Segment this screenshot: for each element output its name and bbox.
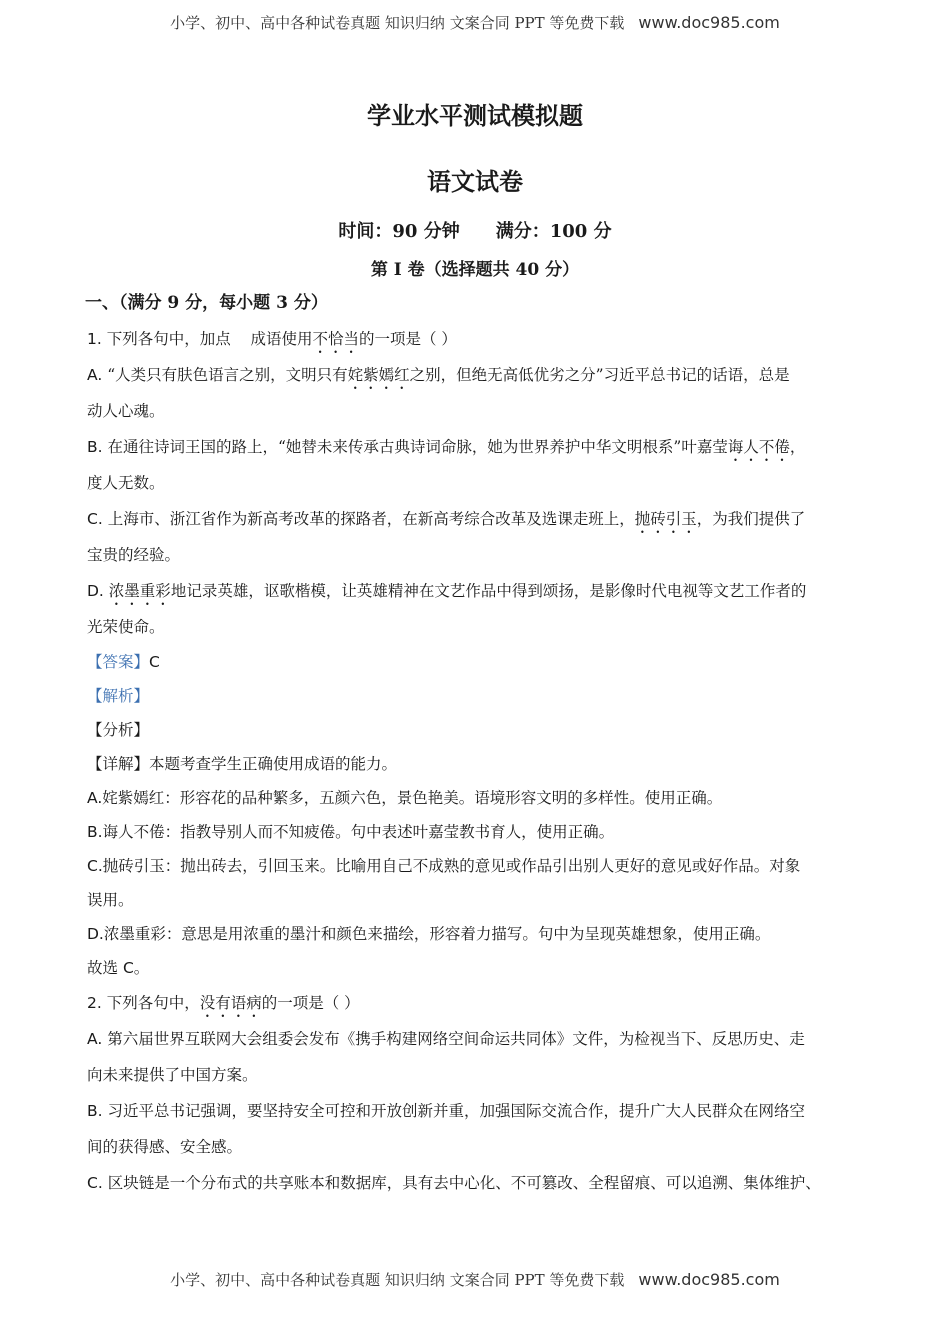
header-url[interactable]: www.doc985.com [638,13,780,32]
fenxi-label: 【分析】 [87,721,150,739]
q1-option-a: A. “人类只有肤色语言之别，文明只有姹紫嫣红之别，但绝无高低优劣之分”习近平总书记的话语，总是 [87,366,790,384]
q1-option-a-cont: 动人心魂。 [87,402,165,420]
part-heading: 第 I 卷（选择题共 40 分） [370,260,580,280]
exam-score: 满分：100 分 [495,221,612,242]
exam-content [87,289,867,1201]
section-heading: 一、（满分 9 分，每小题 3 分） [85,293,328,313]
exam-subtitle: 语文试卷 [427,167,523,196]
q1-option-c-cont: 宝贵的经验。 [87,546,181,564]
q1-stem: 1. 下列各句中，加点 成语使用不恰当的一项是（ ） [87,330,457,348]
answer-label: 【答案】 [87,653,150,671]
footer-text: 小学、初中、高中各种试卷真题 知识归纳 文案合同 PPT 等免费下载 [170,1271,625,1289]
page-footer [0,1269,950,1290]
explain-c-cont: 误用。 [87,891,134,909]
exam-time: 时间：90 分钟 [338,221,460,242]
q2-option-b: B. 习近平总书记强调，要坚持安全可控和开放创新并重，加强国际交流合作，提升广大人民群众在网络空 [87,1102,806,1120]
answer-value: C [149,653,160,671]
q1-option-d: D. 浓墨重彩地记录英雄，讴歌楷模，让英雄精神在文艺作品中得到颂扬，是影像时代电视等文艺工作者的 [87,582,807,600]
analysis-label: 【解析】 [87,687,150,705]
question-2 [87,985,867,1201]
q1-option-b-cont: 度人无数。 [87,474,165,492]
q2-option-a: A. 第六届世界互联网大会组委会发布《携手构建网络空间命运共同体》文件，为检视当下、反思历史、走 [87,1030,805,1048]
explain-d: D.浓墨重彩：意思是用浓重的墨汁和颜色来描绘，形容着力描写。句中为呈现英雄想象，使用正确。 [87,925,771,943]
q2-option-a-cont: 向未来提供了中国方案。 [87,1066,258,1084]
q1-option-b: B. 在通往诗词王国的路上，“她替未来传承古典诗词命脉，她为世界养护中华文明根系”叶嘉莹诲人不倦， [87,438,806,456]
explain-a: A.姹紫嫣红：形容花的品种繁多，五颜六色，景色艳美。语境形容文明的多样性。使用正确。 [87,789,723,807]
q2-stem: 2. 下列各句中，没有语病的一项是（ ） [87,994,360,1012]
choose-line: 故选 C。 [87,959,150,977]
q2-option-c: C. 区块链是一个分布式的共享账本和数据库，具有去中心化、不可篡改、全程留痕、可以追溯、集体维护、 [87,1174,821,1192]
exam-time-score [0,217,950,243]
explain-b: B.诲人不倦：指教导别人而不知疲倦。句中表述叶嘉莹教书育人，使用正确。 [87,823,615,841]
exam-title: 学业水平测试模拟题 [367,101,583,130]
page-header [0,12,950,33]
q2-option-b-cont: 间的获得感、安全感。 [87,1138,243,1156]
question-1 [87,321,867,645]
footer-url[interactable]: www.doc985.com [638,1270,780,1289]
q1-option-d-cont: 光荣使命。 [87,618,165,636]
header-text: 小学、初中、高中各种试卷真题 知识归纳 文案合同 PPT 等免费下载 [170,14,625,32]
explain-c: C.抛砖引玉：抛出砖去，引回玉来。比喻用自己不成熟的意见或作品引出别人更好的意见或好作品。对象 [87,857,801,875]
q1-option-c: C. 上海市、浙江省作为新高考改革的探路者，在新高考综合改革及选课走班上，抛砖引玉，为我们提供了 [87,510,806,528]
answer-line [87,645,867,679]
detail-line: 【详解】本题考查学生正确使用成语的能力。 [87,755,398,773]
